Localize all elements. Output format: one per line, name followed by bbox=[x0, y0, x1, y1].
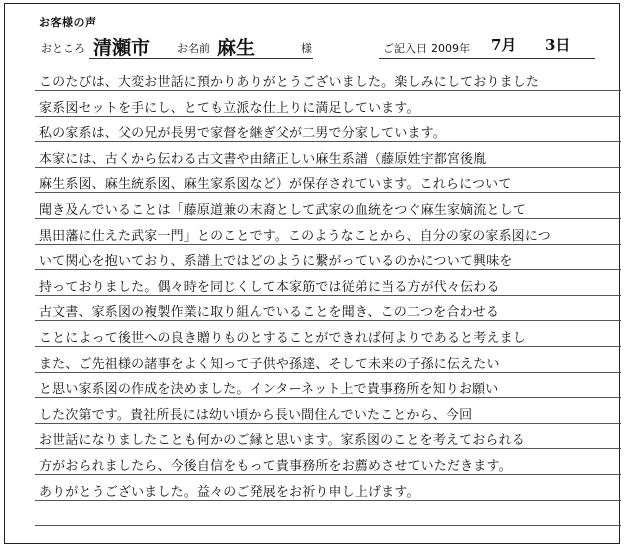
ruled-line bbox=[35, 423, 621, 424]
ruled-line bbox=[35, 244, 621, 245]
ruled-line bbox=[35, 320, 621, 321]
date-underline bbox=[379, 58, 595, 59]
ruled-line bbox=[35, 90, 621, 91]
letter-line: 古文書、家系図の複製作業に取り組んでいることを聞き、この二つを合わせる bbox=[39, 305, 500, 321]
ruled-line bbox=[35, 474, 621, 475]
address-label: おところ bbox=[41, 42, 85, 55]
letter-line: 方がおられましたら、今後自信をもって貴事務所をお薦めさせていただきます。 bbox=[39, 459, 512, 474]
ruled-line bbox=[35, 346, 621, 347]
address-value: 清瀬市 bbox=[93, 37, 151, 59]
letter-line: いて関心を抱いており、系譜上ではどのように繋がっているのかについて興味を bbox=[39, 254, 513, 270]
name-label: お名前 bbox=[177, 42, 210, 55]
date-label: ご記入日 bbox=[383, 42, 427, 55]
ruled-line bbox=[35, 269, 621, 270]
name-underline bbox=[89, 58, 313, 59]
letter-line: 家系図セットを手にし、とても立派な仕上りに満足しています。 bbox=[39, 100, 420, 116]
ruled-line bbox=[35, 167, 621, 168]
ruled-line bbox=[35, 525, 621, 526]
letter-line: した次第です。貴社所長には幼い頃から長い間住んでいたことから、今回 bbox=[39, 407, 473, 423]
letter-line: ありがとうございました。益々のご発展をお祈り申し上げます。 bbox=[39, 484, 420, 500]
card-title: お客様の声 bbox=[39, 16, 97, 29]
letter-line: ことによって後世への良き贈りものとすることができれば何よりであると考えまし bbox=[39, 331, 526, 346]
ruled-line bbox=[35, 141, 621, 142]
letter-line: 黒田藩に仕えた武家一門」とのことです。このようなことから、自分の家の家系図につ bbox=[39, 228, 551, 244]
date-year: 2009年 bbox=[431, 42, 470, 55]
ruled-line bbox=[35, 116, 621, 117]
ruled-line bbox=[35, 218, 621, 219]
letter-line: 私の家系は、父の兄が長男で家督を継ぎ父が二男で分家しています。 bbox=[39, 126, 446, 142]
letter-line: 本家には、古くから伝わる古文書や由緒正しい麻生系譜（藤原姓宇都宮後胤 bbox=[39, 151, 487, 167]
letter-line: また、ご先祖様の諸事をよく知って子供や孫達、そして未来の子孫に伝えたい bbox=[39, 356, 500, 372]
ruled-line bbox=[35, 295, 621, 296]
ruled-line bbox=[35, 372, 621, 373]
ruled-line bbox=[35, 192, 621, 193]
ruled-line bbox=[35, 448, 621, 449]
letter-line: 聞き及んでいることは「藤原道兼の末裔として武家の血統をつぐ麻生家嫡流として bbox=[39, 203, 526, 218]
letter-line: このたびは、大変お世話に預かりありがとうございました。楽しみにしておりました bbox=[39, 75, 540, 90]
letter-line: お世話になりましたことも何かのご縁と思います。家系図のことを考えておられる bbox=[39, 433, 525, 449]
date-day: 3日 bbox=[545, 36, 571, 54]
ruled-line bbox=[35, 397, 621, 398]
name-value: 麻生 bbox=[217, 37, 256, 59]
date-month: 7月 bbox=[491, 36, 517, 54]
letter-line: 麻生系図、麻生統系図、麻生家系図など）が保存されています。これらについて bbox=[39, 177, 512, 193]
testimonial-card bbox=[4, 3, 620, 544]
letter-line: 持っておりました。偶々時を同じくして本家筋では従弟に当る方が代々伝わる bbox=[39, 279, 500, 295]
letter-line: と思い家系図の作成を決めました。インターネット上で貴事務所を知りお願い bbox=[39, 382, 499, 398]
honorific: 様 bbox=[301, 42, 312, 55]
ruled-line bbox=[35, 500, 621, 501]
